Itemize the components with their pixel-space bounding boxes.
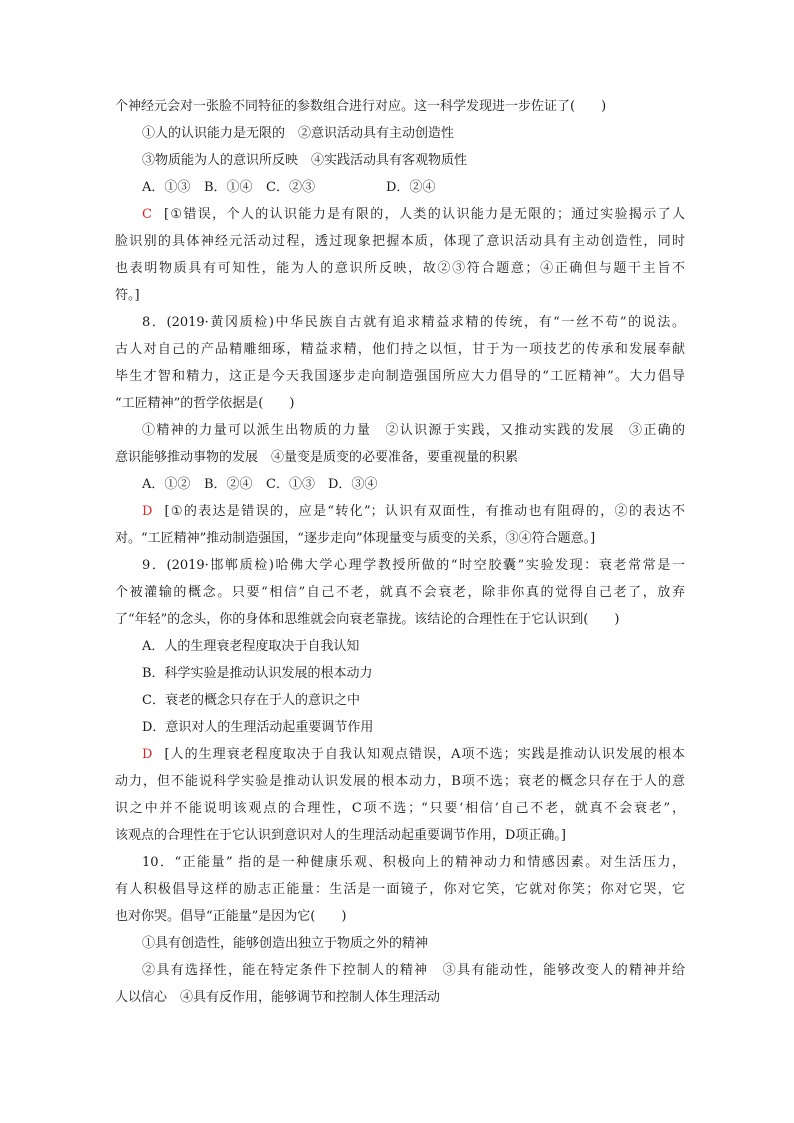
q7-option-c: C．②③ [266, 180, 315, 195]
q7-option-a: A．①③ [142, 180, 191, 195]
q8-stem-line-2: 古人对自己的产品精雕细琢，精益求精，他们持之以恒，甘于为一项技艺的传承和发展奉献 [115, 342, 685, 357]
q7-explanation-line-4: 符。] [115, 288, 140, 303]
q7-explanation-line-1: C [①错误，个人的认识能力是有限的，人类的认识能力是无限的；通过实验揭示了人 [142, 207, 685, 222]
q7-option-b: B．①④ [204, 180, 253, 195]
q8-explanation-line-1: D [①的表达是错误的，应是“转化”；认识有双面性，有推动也有阻碍的，②的表达不 [142, 504, 685, 519]
q8-stem-line-1: 8．(2019·黄冈质检)中华民族自古就有追求精益求精的传统，有“一丝不苟”的说法。 [142, 315, 685, 330]
q9-explanation-line-2: 动力，但不能说科学实验是推动认识发展的根本动力，B项不选；衰老的概念只存在于人的意 [115, 774, 685, 789]
q9-explanation-line-1: D [人的生理衰老程度取决于自我认知观点错误，A项不选；实践是推动认识发展的根本 [142, 747, 685, 762]
q8-options [142, 476, 685, 494]
q10-stem-line-2: 有人积极倡导这样的励志正能量：生活是一面镜子，你对它笑，它就对你笑；你对它哭，它 [115, 882, 685, 897]
q10-item-line-3: 人以信心 ④具有反作用，能够调节和控制人体生理活动 [115, 990, 441, 1005]
q9-option-c: C．衰老的概念只存在于人的意识之中 [142, 693, 360, 708]
q7-stem-tail: 个神经元会对一张脸不同特征的参数组合进行对应。这一科学发现进一步佐证了( ) [115, 99, 607, 114]
q9-option-d: D．意识对人的生理活动起重要调节作用 [142, 720, 374, 735]
q9-explanation-line-4: 该观点的合理性在于它认识到意识对人的生理活动起重要调节作用，D项正确。] [115, 828, 566, 843]
q7-explanation-line-2: 脸识别的具体神经元活动过程，透过现象把握本质，体现了意识活动具有主动创造性，同时 [115, 234, 685, 249]
q8-option-d: D．③④ [328, 477, 378, 492]
q8-stem-line-4: “工匠精神”的哲学依据是( ) [115, 396, 295, 411]
q8-option-c: C．①③ [266, 477, 315, 492]
q8-option-a: A．①② [142, 477, 191, 492]
q9-option-a: A．人的生理衰老程度取决于自我认知 [142, 639, 360, 654]
q8-item-line-2: 意识能够推动事物的发展 ④量变是质变的必要准备，要重视量的积累 [115, 450, 519, 465]
q9-explanation-line-3: 识之中并不能说明该观点的合理性，C项不选；“只要‘相信’自己不老，就真不会衰老”， [115, 801, 685, 816]
q7-explanation-line-3: 也表明物质具有可知性，能为人的意识所反映，故②③符合题意；④正确但与题干主旨不 [115, 261, 685, 276]
q9-stem-line-2: 个被灌输的概念。只要“相信”自己不老，就真不会衰老，除非你真的觉得自己老了，放弃 [115, 585, 685, 600]
q8-stem-line-3: 毕生才智和精力，这正是今天我国逐步走向制造强国所应大力倡导的“工匠精神”。大力倡导 [115, 369, 685, 384]
q9-answer: D [142, 747, 153, 762]
q8-item-line-1: ①精神的力量可以派生出物质的力量 ②认识源于实践，又推动实践的发展 ③正确的 [142, 423, 685, 438]
q10-item-line-2: ②具有选择性，能在特定条件下控制人的精神 ③具有能动性，能够改变人的精神并给 [142, 963, 685, 978]
q7-answer: C [142, 207, 152, 222]
q8-answer: D [142, 504, 153, 519]
q9-stem-line-3: 了“年轻”的念头，你的身体和思维就会向衰老靠拢。该结论的合理性在于它认识到( ) [115, 612, 620, 627]
q7-item-line-2: ③物质能为人的意识所反映 ④实践活动具有客观物质性 [142, 153, 468, 168]
q10-stem-line-3: 也对你哭。倡导“正能量”是因为它( ) [115, 909, 347, 924]
q7-option-d: D．②④ [386, 180, 436, 195]
q9-stem-line-1: 9．(2019·邯郸质检)哈佛大学心理学教授所做的“时空胶囊”实验发现：衰老常常是一 [142, 558, 685, 573]
q8-explanation-line-2: 对。“工匠精神”推动制造强国，“逐步走向”体现量变与质变的关系，③④符合题意。] [115, 531, 596, 546]
q9-option-b: B．科学实验是推动认识发展的根本动力 [142, 666, 373, 681]
q7-options [142, 179, 685, 197]
q10-stem-line-1: 10．“正能量” 指的是一种健康乐观、积极向上的精神动力和情感因素。对生活压力， [142, 855, 685, 870]
q7-item-line-1: ①人的认识能力是无限的 ②意识活动具有主动创造性 [142, 126, 455, 141]
q8-option-b: B．②④ [204, 477, 253, 492]
q10-item-line-1: ①具有创造性，能够创造出独立于物质之外的精神 [142, 936, 429, 951]
